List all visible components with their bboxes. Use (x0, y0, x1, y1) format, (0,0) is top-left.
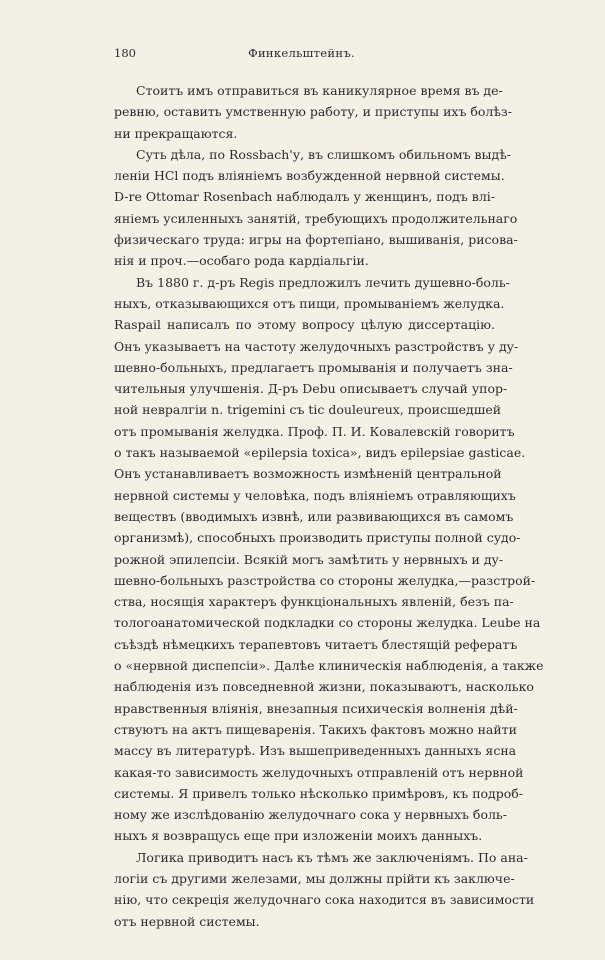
running-title: Финкельштейнъ. (248, 46, 355, 60)
text-line: массу въ литературѣ. Изъ вышеприведенныхъ данныхъ ясна (114, 743, 517, 759)
text-line: нравственныя вліянія, внезапныя психическія волненія дѣй- (114, 700, 518, 716)
text-line: отъ промыванія желудка. Проф. П. И. Ковалевскій говоритъ (114, 423, 515, 439)
body-text (114, 80, 544, 932)
text-line: Raspail написалъ по этому вопросу цѣлую диссертацію. (114, 317, 495, 333)
text-line: ства, носящія характеръ функціональныхъ явленій, безъ па- (114, 594, 514, 610)
text-line: тологоанатомической подкладки со стороны желудка. Leube на (114, 615, 541, 631)
text-line: Онъ указываетъ на частоту желудочныхъ разстройствъ у ду- (114, 338, 519, 354)
text-line: нервной системы у человѣка, подъ вліяніемъ отравляющихъ (114, 487, 516, 503)
text-line: съѣздѣ нѣмецкихъ терапевтовъ читаетъ блестящій рефератъ (114, 636, 518, 652)
page-number: 180 (114, 46, 136, 60)
text-line: рожной эпилепсіи. Всякій могъ замѣтить у нервныхъ и ду- (114, 551, 504, 567)
text-line: нію, что секреція желудочнаго сока находится въ зависимости (114, 892, 535, 908)
text-line: физическаго труда: игры на фортепіано, вышиванія, рисова- (114, 232, 518, 248)
text-line: D-re Ottomar Rosenbach наблюдалъ у женщинъ, подъ влі- (114, 189, 495, 205)
text-line: о такъ называемой «epilepsia toxica», видъ epilepsiae gasticae. (114, 445, 526, 461)
text-line: леніи HCl подъ вліяніемъ возбужденной нервной системы. (114, 168, 505, 184)
text-line: какая-то зависимость желудочныхъ отправленій отъ нервной (114, 764, 524, 780)
text-line: ревню, оставить умственную работу, и приступы ихъ болѣз- (114, 104, 512, 120)
text-line: нія и проч.—особаго рода кардіальгіи. (114, 253, 369, 269)
text-line: Стоитъ имъ отправиться въ каникулярное время въ де- (136, 83, 503, 98)
text-line: наблюденія изъ повседневной жизни, показываютъ, насколько (114, 679, 534, 695)
text-line: логіи съ другими железами, мы должны прійти къ заключе- (114, 870, 515, 886)
text-line: ной невралгіи n. trigemini съ tic douleureux, происшедшей (114, 402, 502, 418)
text-line: Суть дѣла, по Rossbach'у, въ слишкомъ обильномъ выдѣ- (136, 146, 511, 162)
text-line: веществъ (вводимыхъ извнѣ, или развивающихся въ самомъ (114, 508, 514, 524)
text-line: ному же изслѣдованію желудочнаго сока у нервныхъ боль- (114, 807, 507, 823)
text-line: чительныя улучшенія. Д-ръ Debu описываетъ случай упор- (114, 381, 508, 397)
text-line: яніемъ усиленныхъ занятій, требующихъ продолжительнаго (114, 210, 518, 226)
text-line: системы. Я привелъ только нѣсколько примѣровъ, къ подроб- (114, 785, 524, 801)
text-line: о «нервной диспепсіи». Далѣе клиническія наблюденія, а также (114, 658, 544, 674)
text-line: ныхъ, отказывающихся отъ пищи, промываніемъ желудка. (114, 295, 505, 311)
text-line: Въ 1880 г. д-ръ Regis предложилъ лечить душевно-боль- (136, 274, 510, 290)
text-line: ствуютъ на актъ пищеваренія. Такихъ фактовъ можно найти (114, 721, 517, 737)
text-line: шевно-больныхъ разстройства со стороны желудка,—разстрой- (114, 572, 536, 588)
running-head (114, 46, 489, 64)
text-line: Логика приводитъ насъ къ тѣмъ же заключеніямъ. По ана- (136, 849, 528, 865)
text-line: Онъ устанавливаетъ возможность измѣненій центральной (114, 466, 502, 482)
text-line: отъ нервной системы. (114, 913, 260, 929)
text-line: организмѣ), способныхъ производить приступы полной судо- (114, 530, 521, 546)
text-line: шевно-больныхъ, предлагаетъ промыванія и получаетъ зна- (114, 359, 513, 375)
text-line: ни прекращаются. (114, 125, 238, 141)
text-line: ныхъ я возвращусь еще при изложеніи моихъ данныхъ. (114, 828, 483, 844)
